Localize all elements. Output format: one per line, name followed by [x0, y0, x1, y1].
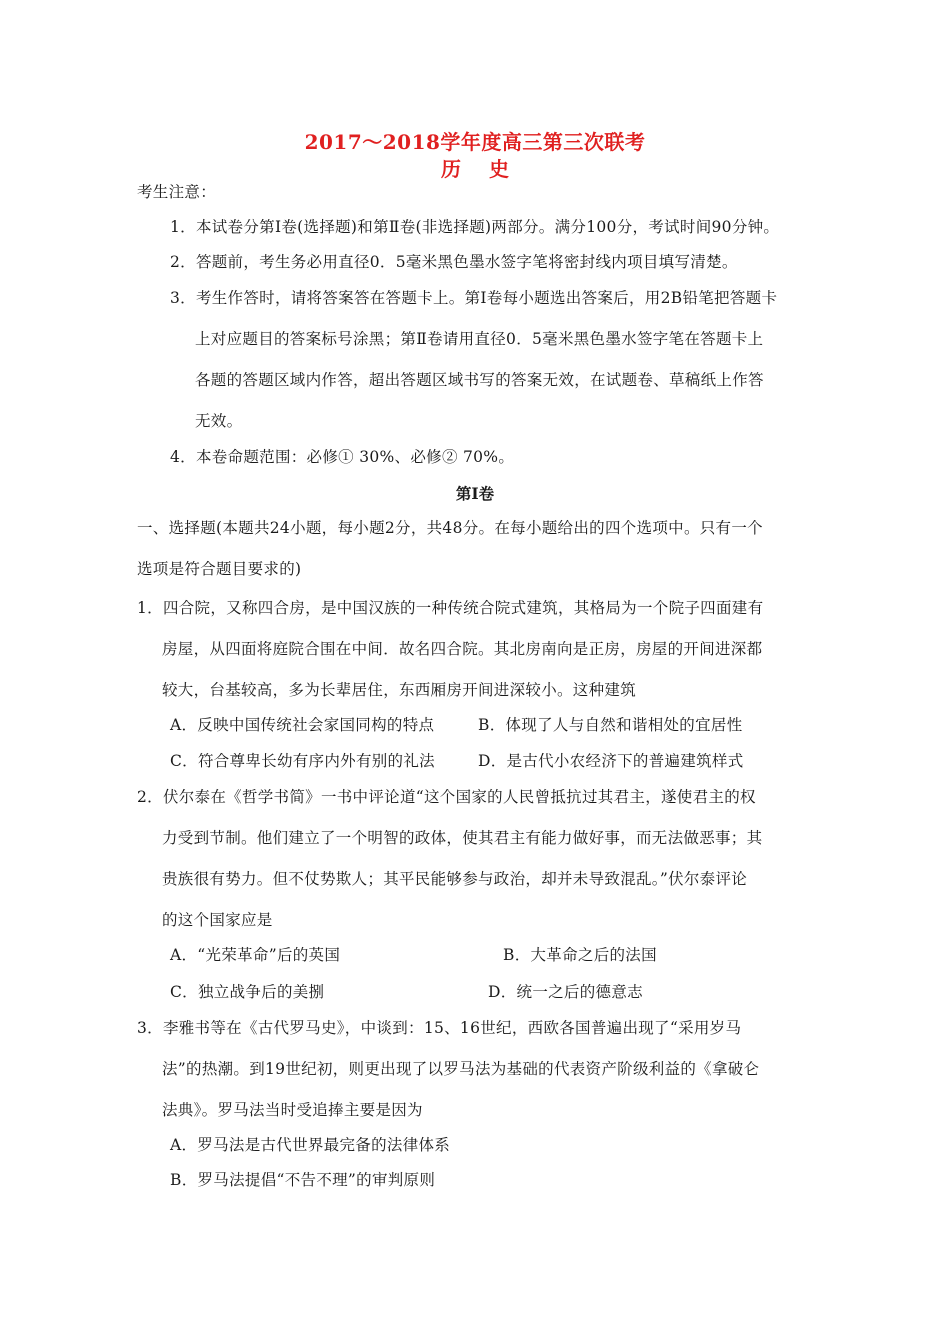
notice-item-continued: 各题的答题区域内作答，超出答题区域书写的答案无效，在试题卷、草稿纸上作答 [195, 371, 764, 389]
question-2-stem: 贵族很有势力。但不仗势欺人；其平民能够参与政治，却并未导致混乱。”伏尔泰评论 [162, 870, 748, 888]
notice-item-continued: 上对应题目的答案标号涂黑；第Ⅱ卷请用直径0．5毫米黑色墨水签字笔在答题卡上 [195, 330, 764, 348]
question-1-stem: 房屋，从四面将庭院合围在中间．故名四合院。其北房南向是正房，房屋的开间进深都 [162, 640, 763, 658]
subject-title: 历史 [441, 157, 537, 181]
question-3-stem: 法”的热潮。到19世纪初，则更出现了以罗马法为基础的代表资产阶级利益的《拿破仑 [162, 1060, 760, 1078]
question-2-stem: 的这个国家应是 [162, 911, 273, 929]
question-1-stem: 1．四合院，又称四合房，是中国汉族的一种传统合院式建筑，其格局为一个院子四面建有 [137, 599, 764, 617]
question-2-option-d: D．统一之后的德意志 [488, 983, 643, 1001]
question-3-stem: 3．李雅书等在《古代罗马史》，中谈到：15、16世纪，西欧各国普遍出现了“采用岁马 [137, 1019, 742, 1037]
question-1-option-c: C．符合尊卑长幼有序内外有别的礼法 [170, 752, 435, 770]
question-3-stem: 法典》。罗马法当时受追捧主要是因为 [162, 1101, 423, 1119]
question-1-option-a: A．反映中国传统社会家国同构的特点 [170, 716, 435, 734]
notice-heading: 考生注意： [137, 183, 217, 201]
question-3-option-b: B．罗马法提倡“不告不理”的审判原则 [170, 1171, 436, 1189]
section-heading: 第Ⅰ卷 [455, 484, 495, 503]
question-2-stem: 2．伏尔泰在《哲学书简》一书中评论道“这个国家的人民曾抵抗过其君主，遂使君主的权 [137, 788, 756, 806]
notice-item: 1．本试卷分第Ⅰ卷(选择题)和第Ⅱ卷(非选择题)两部分。满分100分，考试时间90分钟。 [170, 218, 780, 236]
question-1-option-b: B．体现了人与自然和谐相处的宜居性 [478, 716, 743, 734]
question-1-stem: 较大，台基较高，多为长辈居住，东西厢房开间进深较小。这种建筑 [162, 681, 637, 699]
notice-item: 2．答题前，考生务必用直径0．5毫米黑色墨水签字笔将密封线内项目填写清楚。 [170, 253, 738, 271]
question-2-option-b: B．大革命之后的法国 [503, 946, 657, 964]
question-1-option-d: D．是古代小农经济下的普遍建筑样式 [478, 752, 744, 770]
question-2-option-c: C．独立战争后的美捌 [170, 983, 325, 1001]
section-instruction: 选项是符合题目要求的) [137, 560, 302, 578]
question-3-option-a: A．罗马法是古代世界最完备的法律体系 [170, 1136, 451, 1154]
notice-item-continued: 无效。 [195, 412, 243, 430]
question-2-option-a: A．“光荣革命”后的英国 [170, 946, 341, 964]
notice-item: 4．本卷命题范围：必修① 30%、必修② 70%。 [170, 448, 515, 466]
notice-item: 3．考生作答时，请将答案答在答题卡上。第Ⅰ卷每小题选出答案后，用2B铅笔把答题卡 [170, 289, 778, 307]
question-2-stem: 力受到节制。他们建立了一个明智的政体，使其君主有能力做好事，而无法做恶事；其 [162, 829, 763, 847]
section-instruction: 一、选择题(本题共24小题，每小题2分，共48分。在每小题给出的四个选项中。只有一个 [137, 519, 763, 537]
exam-title: 2017～2018学年度高三第三次联考 [304, 130, 646, 154]
